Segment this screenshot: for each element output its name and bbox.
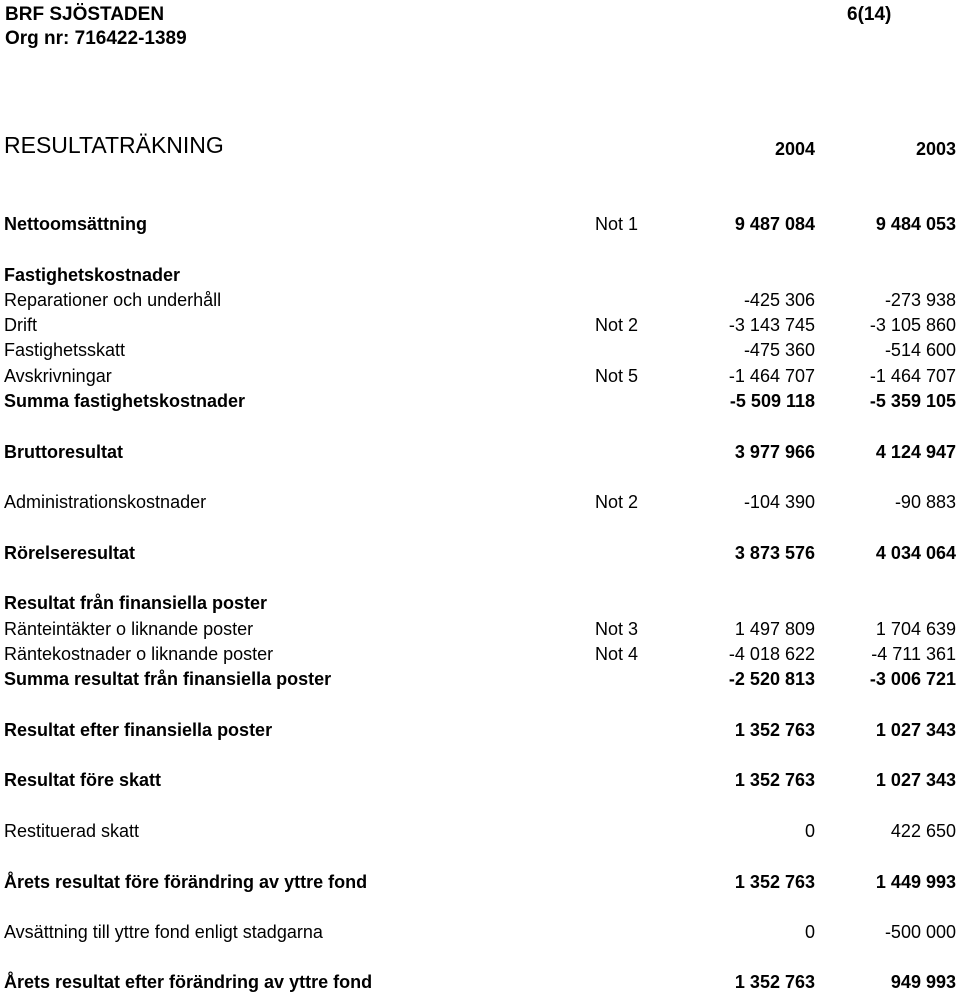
- value-2003: 4 034 064: [875, 543, 956, 563]
- row-note: Not 2: [595, 492, 639, 512]
- value-2004: -3 143 745: [728, 315, 815, 335]
- value-2004: 1 352 763: [734, 872, 815, 892]
- row-note: Not 2: [595, 315, 639, 335]
- row-result-after-financial: [0, 718, 960, 742]
- value-2003: 4 124 947: [875, 442, 956, 462]
- value-2004: 1 352 763: [734, 770, 815, 790]
- value-2004: 3 977 966: [734, 442, 815, 462]
- value-2004: -425 306: [743, 290, 815, 310]
- row-label: Bruttoresultat: [4, 442, 124, 462]
- row-fund-allocation: [0, 920, 960, 944]
- row-label: Restituerad skatt: [4, 821, 140, 841]
- value-2003: -5 359 105: [869, 391, 956, 411]
- value-2004: 3 873 576: [734, 543, 815, 563]
- value-2003: 1 704 639: [875, 619, 956, 639]
- value-2003: -3 105 860: [869, 315, 956, 335]
- row-interest-income: [0, 617, 960, 641]
- row-label: Reparationer och underhåll: [4, 290, 222, 310]
- statement-title: RESULTATRÄKNING: [4, 132, 224, 158]
- value-2004: 1 497 809: [734, 619, 815, 639]
- row-property-tax: [0, 338, 960, 362]
- value-2003: -1 464 707: [869, 366, 956, 386]
- row-label: Resultat från finansiella poster: [4, 593, 268, 613]
- row-refunded-tax: [0, 819, 960, 843]
- row-total-financial-items: [0, 667, 960, 691]
- value-2003: 1 027 343: [875, 770, 956, 790]
- row-financial-items-heading: [0, 591, 960, 615]
- value-2004: 1 352 763: [734, 720, 815, 740]
- value-2003: 1 449 993: [875, 872, 956, 892]
- value-2004: 0: [804, 821, 815, 841]
- row-result-before-tax: [0, 768, 960, 792]
- row-note: Not 4: [595, 644, 639, 664]
- row-result-after-fund-change: [0, 970, 960, 994]
- value-2004: 1 352 763: [734, 972, 815, 992]
- row-note: Not 1: [595, 214, 639, 234]
- row-label: Fastighetskostnader: [4, 265, 181, 285]
- row-label: Resultat efter finansiella poster: [4, 720, 273, 740]
- value-2004: -5 509 118: [729, 391, 815, 411]
- row-label: Årets resultat efter förändring av yttre fond: [4, 972, 373, 992]
- value-2003: 949 993: [890, 972, 956, 992]
- value-2003: 1 027 343: [875, 720, 956, 740]
- value-2004: 0: [804, 922, 815, 942]
- organization-number: Org nr: 716422-1389: [5, 28, 187, 49]
- row-depreciation: [0, 364, 960, 388]
- value-2003: -500 000: [884, 922, 956, 942]
- row-note: Not 5: [595, 366, 639, 386]
- value-2003: -273 938: [884, 290, 956, 310]
- value-2004: -475 360: [743, 340, 815, 360]
- row-admin-costs: [0, 490, 960, 514]
- value-2004: -1 464 707: [728, 366, 815, 386]
- row-total-property-costs: [0, 389, 960, 413]
- page-number: 6(14): [847, 4, 892, 25]
- value-2003: 9 484 053: [875, 214, 956, 234]
- row-net-revenue: [0, 212, 960, 236]
- value-2003: -4 711 361: [871, 644, 956, 664]
- value-2003: -514 600: [884, 340, 956, 360]
- row-label: Resultat före skatt: [4, 770, 162, 790]
- row-label: Administrationskostnader: [4, 492, 207, 512]
- row-note: Not 3: [595, 619, 639, 639]
- row-repairs: [0, 288, 960, 312]
- row-interest-expense: [0, 642, 960, 666]
- row-result-before-fund-change: [0, 870, 960, 894]
- value-2003: -3 006 721: [869, 669, 956, 689]
- row-label: Fastighetsskatt: [4, 340, 126, 360]
- row-label: Räntekostnader o liknande poster: [4, 644, 274, 664]
- row-label: Rörelseresultat: [4, 543, 136, 563]
- row-label: Ränteintäkter o liknande poster: [4, 619, 254, 639]
- row-gross-result: [0, 440, 960, 464]
- row-label: Årets resultat före förändring av yttre fond: [4, 872, 368, 892]
- row-operating-result: [0, 541, 960, 565]
- row-property-costs-heading: [0, 263, 960, 287]
- row-label: Avskrivningar: [4, 366, 112, 386]
- row-label: Summa resultat från finansiella poster: [4, 669, 332, 689]
- value-2004: -2 520 813: [728, 669, 815, 689]
- value-2004: -104 390: [743, 492, 815, 512]
- row-label: Summa fastighetskostnader: [4, 391, 246, 411]
- value-2004: -4 018 622: [728, 644, 815, 664]
- row-label: Nettoomsättning: [4, 214, 147, 234]
- year-current-header: 2004: [774, 139, 815, 159]
- row-label: Drift: [4, 315, 37, 335]
- value-2003: -90 883: [894, 492, 956, 512]
- year-previous-header: 2003: [915, 139, 956, 159]
- value-2004: 9 487 084: [734, 214, 815, 234]
- value-2003: 422 650: [890, 821, 956, 841]
- row-label: Avsättning till yttre fond enligt stadgarna: [4, 922, 323, 942]
- organization-name: BRF SJÖSTADEN: [5, 4, 165, 25]
- row-operations: [0, 313, 960, 337]
